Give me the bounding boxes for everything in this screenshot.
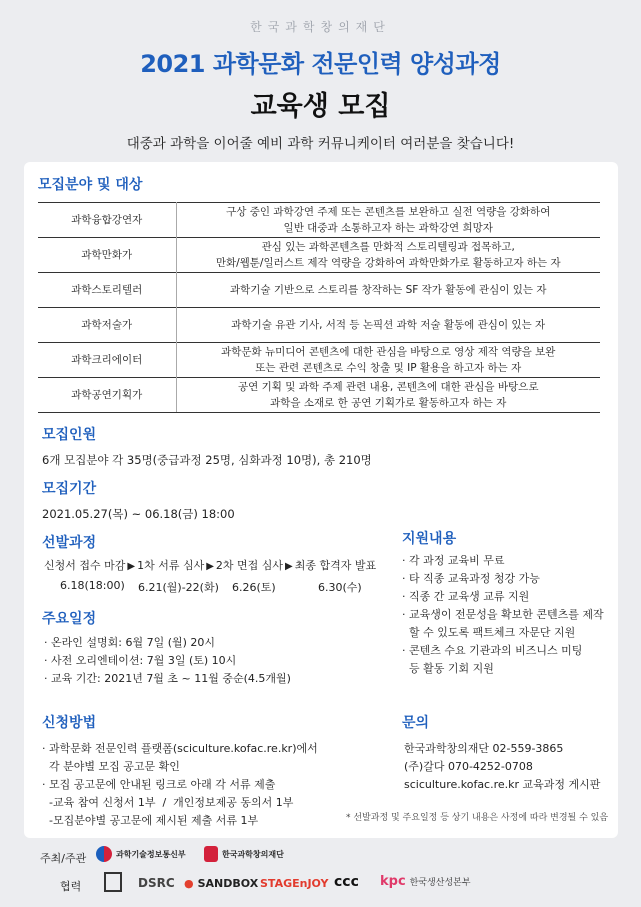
list-item: · 모집 공고문에 안내된 링크로 아래 각 서류 제출 bbox=[42, 778, 276, 791]
arrow-icon: ▶ bbox=[127, 561, 136, 572]
field-name: 과학스토리텔러 bbox=[38, 273, 176, 308]
kofac-logo: 한국과학창의재단 bbox=[204, 846, 284, 862]
list-item: · 과학문화 전문인력 플랫폼(sciculture.kofac.re.kr)에서 bbox=[42, 742, 318, 755]
contact-heading: 문의 bbox=[402, 715, 430, 731]
recruit-text: 6개 모집분야 각 35명(중급과정 25명, 심화과정 10명), 총 210명 bbox=[42, 453, 372, 467]
step-3: 2차 면접 심사 bbox=[215, 559, 284, 572]
partner-logo-dsrc: DSRC bbox=[138, 876, 175, 890]
recruit-heading: 모집인원 bbox=[42, 427, 97, 443]
arrow-icon: ▶ bbox=[285, 561, 293, 572]
selection-heading: 선발과정 bbox=[42, 535, 97, 551]
host-label: 주최/주관 bbox=[40, 852, 87, 865]
period-text: 2021.05.27(목) ~ 06.18(금) 18:00 bbox=[42, 507, 235, 521]
table-row bbox=[38, 238, 600, 273]
field-desc bbox=[176, 343, 600, 378]
field-desc-line1: 과학문화 뉴미디어 콘텐츠에 대한 관심을 바탕으로 영상 제작 역량을 보완 bbox=[221, 345, 556, 358]
title-line2: 교육생 모집 bbox=[250, 91, 391, 122]
field-desc bbox=[176, 308, 600, 343]
field-name: 과학만화가 bbox=[38, 238, 176, 273]
list-item: -교육 참여 신청서 1부 / 개인정보제공 동의서 1부 bbox=[42, 796, 294, 809]
list-item: · 각 과정 교육비 무료 bbox=[402, 554, 505, 567]
step-date-2: 6.21(월)-22(화) bbox=[138, 581, 219, 594]
step-date-3: 6.26(토) bbox=[232, 581, 276, 594]
msit-emblem-icon bbox=[96, 846, 112, 862]
step-2: 1차 서류 심사 bbox=[137, 559, 205, 572]
field-name: 과학융합강연자 bbox=[38, 203, 176, 238]
schedule-list bbox=[44, 634, 291, 688]
field-desc-line1: 구상 중인 과학강연 주제 또는 콘텐츠를 보완하고 실전 역량을 강화하여 bbox=[226, 205, 551, 218]
apply-heading: 신청방법 bbox=[42, 715, 97, 731]
selection-steps bbox=[44, 557, 376, 573]
contact-phone-2: (주)갈다 070-4252-0708 bbox=[404, 760, 533, 773]
partner-logo-ccc: ccc bbox=[334, 874, 359, 890]
field-desc-line2: 또는 관련 콘텐츠로 수익 창출 및 IP 활용을 하고자 하는 자 bbox=[255, 362, 522, 374]
list-item: 각 분야별 모집 공고문 확인 bbox=[42, 760, 180, 773]
apply-list bbox=[42, 740, 318, 830]
table-row bbox=[38, 203, 600, 238]
kofac-emblem-icon bbox=[204, 846, 218, 862]
field-desc bbox=[176, 273, 600, 308]
field-desc bbox=[176, 378, 600, 413]
schedule-heading: 주요일정 bbox=[42, 611, 97, 627]
step-1: 신청서 접수 마감 bbox=[44, 559, 126, 572]
support-heading: 지원내용 bbox=[402, 531, 457, 547]
field-desc-line1: 공연 기획 및 과학 주제 관련 내용, 콘텐츠에 대한 관심을 바탕으로 bbox=[238, 380, 539, 393]
sandbox-dots-icon: ● bbox=[184, 877, 194, 890]
disclaimer-note: * 선발과정 및 주요일정 등 상기 내용은 사정에 따라 변경될 수 있음 bbox=[346, 813, 609, 823]
title-line1: 2021 과학문화 전문인력 양성과정 bbox=[140, 50, 501, 78]
field-desc-line2: 만화/웹툰/일러스트 제작 역량을 강화하여 과학만화가로 활동하고자 하는 자 bbox=[215, 257, 561, 269]
field-desc-line2: 과학을 소재로 한 공연 기획가로 활동하고자 하는 자 bbox=[270, 397, 507, 409]
list-item: · 사전 오리엔테이션: 7월 3일 (토) 10시 bbox=[44, 654, 237, 667]
step-date-4: 6.30(수) bbox=[318, 581, 362, 594]
arrow-icon: ▶ bbox=[206, 561, 214, 572]
field-name: 과학크리에이터 bbox=[38, 343, 176, 378]
list-item: 등 활동 기회 지원 bbox=[402, 662, 494, 675]
field-desc-line1: 관심 있는 과학콘텐츠를 만화적 스토리텔링과 접목하고, bbox=[261, 240, 515, 253]
contact-list bbox=[404, 740, 600, 794]
field-desc-line2: 일반 대중과 소통하고자 하는 과학강연 희망자 bbox=[283, 222, 493, 234]
table-row bbox=[38, 273, 600, 308]
list-item: · 콘텐츠 수요 기관과의 비즈니스 미팅 bbox=[402, 644, 583, 657]
msit-logo: 과학기술정보통신부 bbox=[96, 846, 186, 862]
org-name: 한국과학창의재단 bbox=[250, 20, 391, 34]
partner-logo-1 bbox=[104, 872, 122, 892]
list-item: 할 수 있도록 팩트체크 자문단 지원 bbox=[402, 626, 576, 639]
field-desc bbox=[176, 238, 600, 273]
list-item: · 타 직종 교육과정 청강 가능 bbox=[402, 572, 540, 585]
partner-mark-icon bbox=[104, 872, 122, 892]
list-item: · 온라인 설명회: 6월 7일 (월) 20시 bbox=[44, 636, 216, 649]
field-desc-line1: 과학기술 기반으로 스토리를 창작하는 SF 작가 활동에 관심이 있는 자 bbox=[229, 283, 547, 296]
contact-board: sciculture.kofac.re.kr 교육과정 게시판 bbox=[404, 778, 601, 791]
field-desc bbox=[176, 203, 600, 238]
list-item: -모집분야별 공고문에 제시된 제출 서류 1부 bbox=[42, 814, 259, 827]
step-date-1: 6.18(18:00) bbox=[60, 579, 125, 592]
contact-phone-1: 한국과학창의재단 02-559-3865 bbox=[404, 742, 564, 755]
subtitle: 대중과 과학을 이어줄 예비 과학 커뮤니케이터 여러분을 찾습니다! bbox=[126, 136, 515, 152]
partner-logo-sandbox: ● SANDBOX bbox=[184, 877, 259, 890]
list-item: · 교육 기간: 2021년 7월 초 ~ 11월 중순(4.5개월) bbox=[44, 672, 291, 685]
field-name: 과학저술가 bbox=[38, 308, 176, 343]
content-card bbox=[24, 162, 618, 838]
partner-label: 협력 bbox=[60, 880, 82, 893]
list-item: · 교육생이 전문성을 확보한 콘텐츠를 제작 bbox=[402, 608, 604, 621]
fields-table bbox=[38, 202, 600, 413]
period-heading: 모집기간 bbox=[42, 481, 97, 497]
table-row bbox=[38, 343, 600, 378]
partner-logo-stagenjoy: STAGEnJOY bbox=[260, 877, 329, 890]
table-row bbox=[38, 378, 600, 413]
field-name: 과학공연기획가 bbox=[38, 378, 176, 413]
table-row bbox=[38, 308, 600, 343]
step-4: 최종 합격자 발표 bbox=[294, 559, 377, 572]
support-list bbox=[402, 552, 604, 678]
fields-heading: 모집분야 및 대상 bbox=[38, 177, 143, 193]
list-item: · 직종 간 교육생 교류 지원 bbox=[402, 590, 530, 603]
field-desc-line1: 과학기술 유관 기사, 서적 등 논픽션 과학 저술 활동에 관심이 있는 자 bbox=[231, 318, 546, 331]
partner-logo-kpc: kpc 한국생산성본부 bbox=[380, 874, 471, 889]
